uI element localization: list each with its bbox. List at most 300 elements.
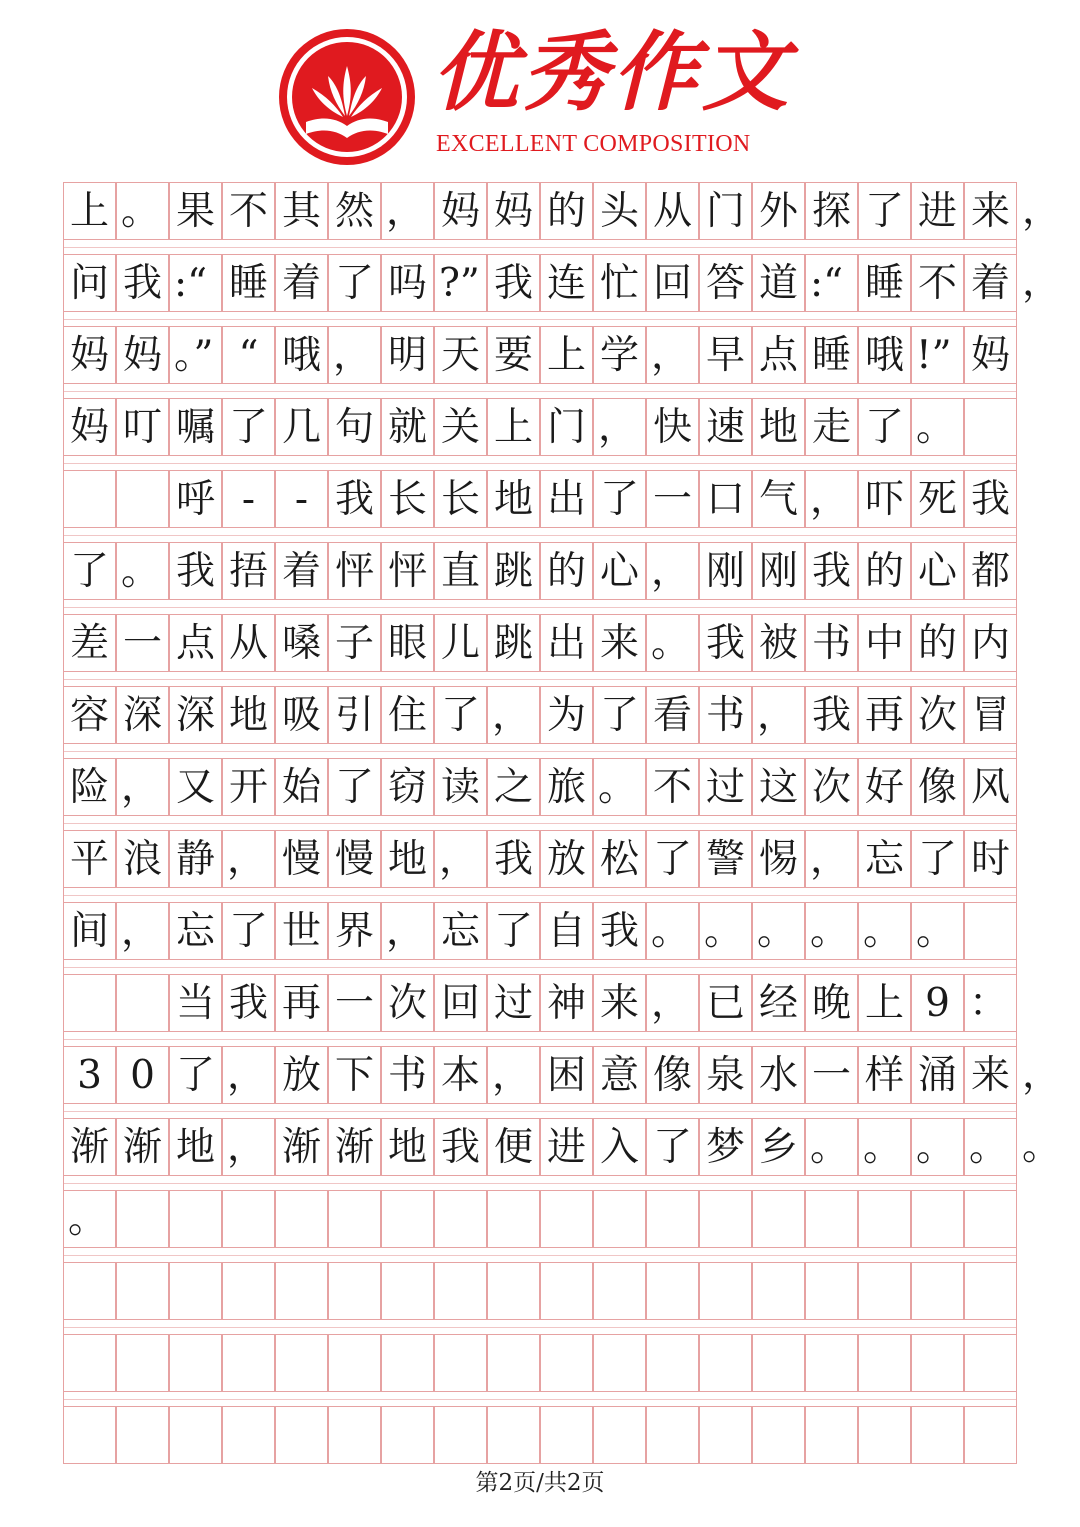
grid-cell: 妈: [63, 398, 116, 456]
grid-cell: 呼: [169, 470, 222, 528]
grid-cell: [116, 1406, 169, 1464]
grid-row: [63, 1262, 1017, 1320]
grid-cell: [964, 1190, 1017, 1248]
grid-cell: ，: [328, 326, 381, 384]
grid-cell: [116, 1334, 169, 1392]
grid-cell: [646, 1190, 699, 1248]
grid-row: [63, 398, 1017, 456]
grid-cell: [858, 1406, 911, 1464]
row-spacer: [63, 1176, 1017, 1190]
grid-cell: ，: [593, 398, 646, 456]
grid-cell: 样: [858, 1046, 911, 1104]
grid-cell: 地: [381, 830, 434, 888]
grid-cell: [752, 1406, 805, 1464]
grid-cell: 问: [63, 254, 116, 312]
grid-cell: [487, 1406, 540, 1464]
grid-cell: 了: [328, 254, 381, 312]
grid-row: [63, 326, 1017, 384]
grid-cell: ，: [381, 182, 434, 240]
grid-cell: 其: [275, 182, 328, 240]
grid-cell: 我: [699, 614, 752, 672]
grid-row: [63, 974, 1017, 1032]
grid-cell: ，: [222, 1046, 275, 1104]
grid-cell: 住: [381, 686, 434, 744]
grid-cell: [964, 1262, 1017, 1320]
row-spacer: [63, 672, 1017, 686]
grid-cell: 容: [63, 686, 116, 744]
grid-cell: 风: [964, 758, 1017, 816]
grid-cell: 嗓: [275, 614, 328, 672]
grid-cell: 忘: [858, 830, 911, 888]
grid-cell: [805, 1262, 858, 1320]
row-spacer: [63, 528, 1017, 542]
grid-cell: [434, 1406, 487, 1464]
grid-cell: [699, 1334, 752, 1392]
grid-cell: [63, 1262, 116, 1320]
grid-cell: 我: [116, 254, 169, 312]
grid-cell: 不: [911, 254, 964, 312]
grid-cell: 。: [593, 758, 646, 816]
grid-cell: 险: [63, 758, 116, 816]
grid-cell: 睡: [222, 254, 275, 312]
grid-cell: 连: [540, 254, 593, 312]
grid-cell: [646, 1334, 699, 1392]
grid-cell: [858, 1262, 911, 1320]
grid-cell: 了: [487, 902, 540, 960]
grid-cell: 开: [222, 758, 275, 816]
grid-cell: 进: [911, 182, 964, 240]
grid-cell: :“: [169, 254, 222, 312]
grid-cell: :“: [805, 254, 858, 312]
grid-cell: [381, 1262, 434, 1320]
grid-cell: 好: [858, 758, 911, 816]
grid-cell: 了: [222, 902, 275, 960]
grid-cell: 着: [275, 254, 328, 312]
grid-cell: 刚: [699, 542, 752, 600]
grid-cell: 了: [593, 470, 646, 528]
grid-cell: 忘: [169, 902, 222, 960]
brand-subtitle: EXCELLENT COMPOSITION: [436, 131, 751, 157]
grid-cell: 时: [964, 830, 1017, 888]
grid-cell: 妈: [964, 326, 1017, 384]
grid-cell: 次: [911, 686, 964, 744]
grid-cell: 慢: [328, 830, 381, 888]
grid-cell: [805, 1190, 858, 1248]
grid-cell: 我: [593, 902, 646, 960]
grid-cell: [911, 1190, 964, 1248]
grid-cell: 平: [63, 830, 116, 888]
grid-cell: [752, 1334, 805, 1392]
grid-cell: 像: [646, 1046, 699, 1104]
grid-cell: 渐: [63, 1118, 116, 1176]
grid-cell: -: [275, 470, 328, 528]
grid-cell: 速: [699, 398, 752, 456]
grid-cell: 的: [858, 542, 911, 600]
grid-cell: 着: [964, 254, 1017, 312]
row-spacer: [63, 1392, 1017, 1406]
grid-cell: “: [222, 326, 275, 384]
grid-cell: [911, 1406, 964, 1464]
grid-cell: 地: [222, 686, 275, 744]
grid-cell: 世: [275, 902, 328, 960]
grid-cell: 气: [752, 470, 805, 528]
grid-cell: 来: [964, 182, 1017, 240]
grid-cell: 答: [699, 254, 752, 312]
grid-cell: [699, 1406, 752, 1464]
grid-cell: 当: [169, 974, 222, 1032]
grid-cell: 又: [169, 758, 222, 816]
grid-cell: [381, 1406, 434, 1464]
grid-cell: 一: [328, 974, 381, 1032]
grid-cell: 。: [699, 902, 752, 960]
grid-cell: 忙: [593, 254, 646, 312]
row-spacer: [63, 744, 1017, 758]
grid-cell: 睡: [805, 326, 858, 384]
grid-cell: 放: [540, 830, 593, 888]
grid-cell: [275, 1262, 328, 1320]
grid-cell: 地: [169, 1118, 222, 1176]
grid-cell: 长: [381, 470, 434, 528]
grid-cell: 次: [381, 974, 434, 1032]
grid-cell: 怦: [328, 542, 381, 600]
grid-cell: 读: [434, 758, 487, 816]
grid-cell: 我: [169, 542, 222, 600]
grid-cell: 书: [699, 686, 752, 744]
row-spacer: [63, 888, 1017, 902]
grid-cell: 神: [540, 974, 593, 1032]
grid-cell: [116, 1262, 169, 1320]
grid-cell: 果: [169, 182, 222, 240]
grid-row: [63, 182, 1017, 240]
grid-cell: 死: [911, 470, 964, 528]
grid-cell: 一: [805, 1046, 858, 1104]
grid-cell: 自: [540, 902, 593, 960]
brand-title: 优秀作文: [432, 22, 792, 123]
grid-cell: 门: [540, 398, 593, 456]
row-spacer: [63, 1032, 1017, 1046]
grid-cell: 泉: [699, 1046, 752, 1104]
grid-cell: [275, 1190, 328, 1248]
grid-cell: [222, 1334, 275, 1392]
grid-cell: 书: [381, 1046, 434, 1104]
grid-cell: 本: [434, 1046, 487, 1104]
grid-cell: 。: [805, 902, 858, 960]
grid-cell: 。: [858, 1118, 911, 1176]
grid-cell: 0: [116, 1046, 169, 1104]
grid-cell: [381, 1190, 434, 1248]
grid-cell: 直: [434, 542, 487, 600]
grid-cell: 慢: [275, 830, 328, 888]
grid-cell: 过: [699, 758, 752, 816]
grid-row: [63, 254, 1017, 312]
grid-cell: 关: [434, 398, 487, 456]
grid-cell: 我: [805, 686, 858, 744]
grid-cell: 已: [699, 974, 752, 1032]
grid-cell: [699, 1262, 752, 1320]
grid-cell: 眼: [381, 614, 434, 672]
grid-cell: 从: [646, 182, 699, 240]
grid-cell: 来: [593, 974, 646, 1032]
grid-cell: [540, 1262, 593, 1320]
grid-cell: [646, 1406, 699, 1464]
grid-cell: 跳: [487, 542, 540, 600]
grid-cell: [116, 470, 169, 528]
grid-cell: [805, 1334, 858, 1392]
grid-cell: [63, 1334, 116, 1392]
grid-cell: 了: [911, 830, 964, 888]
grid-cell: 道: [752, 254, 805, 312]
grid-cell: 跳: [487, 614, 540, 672]
grid-cell: 水: [752, 1046, 805, 1104]
grid-cell: 涌: [911, 1046, 964, 1104]
grid-cell: 乡: [752, 1118, 805, 1176]
grid-cell: 为: [540, 686, 593, 744]
grid-cell: 天: [434, 326, 487, 384]
grid-cell: [169, 1262, 222, 1320]
grid-cell: 然: [328, 182, 381, 240]
grid-cell: 吸: [275, 686, 328, 744]
grid-row: [63, 1406, 1017, 1464]
grid-cell: 心: [911, 542, 964, 600]
grid-cell: [752, 1262, 805, 1320]
grid-cell: 哦: [275, 326, 328, 384]
grid-cell: 的: [911, 614, 964, 672]
grid-cell: 。: [116, 542, 169, 600]
grid-cell: ?”: [434, 254, 487, 312]
grid-cell: 。: [752, 902, 805, 960]
grid-cell: 上: [63, 182, 116, 240]
page-number: 第2页/共2页: [475, 1470, 605, 1496]
grid-cell: 点: [169, 614, 222, 672]
grid-cell: 。: [858, 902, 911, 960]
grid-cell: 渐: [275, 1118, 328, 1176]
grid-cell: [964, 398, 1017, 456]
grid-cell: 进: [540, 1118, 593, 1176]
grid-cell: ：: [964, 974, 1017, 1032]
grid-cell: [275, 1334, 328, 1392]
grid-cell: 渐: [116, 1118, 169, 1176]
grid-cell: 3: [63, 1046, 116, 1104]
grid-cell: [434, 1190, 487, 1248]
grid-cell: 。: [805, 1118, 858, 1176]
grid-cell: ，: [752, 686, 805, 744]
grid-cell: 明: [381, 326, 434, 384]
grid-cell: 了: [646, 830, 699, 888]
grid-row: [63, 686, 1017, 744]
grid-cell: ，: [646, 542, 699, 600]
grid-cell: [169, 1406, 222, 1464]
row-spacer: [63, 816, 1017, 830]
grid-cell: ，: [487, 686, 540, 744]
grid-cell: 我: [487, 830, 540, 888]
grid-cell: 上: [540, 326, 593, 384]
grid-cell: 差: [63, 614, 116, 672]
grid-cell: [593, 1406, 646, 1464]
grid-cell: 几: [275, 398, 328, 456]
grid-cell: 松: [593, 830, 646, 888]
grid-cell: 。: [911, 902, 964, 960]
grid-cell: [63, 1406, 116, 1464]
grid-cell: [911, 1334, 964, 1392]
grid-cell: [487, 1262, 540, 1320]
grid-cell: 了: [593, 686, 646, 744]
grid-cell: 被: [752, 614, 805, 672]
grid-cell: [540, 1190, 593, 1248]
grid-cell: 。”: [169, 326, 222, 384]
margin-punctuation: ，: [1022, 260, 1062, 305]
grid-cell: 梦: [699, 1118, 752, 1176]
grid-cell: 的: [540, 542, 593, 600]
grid-cell: 的: [540, 182, 593, 240]
grid-cell: 忘: [434, 902, 487, 960]
grid-cell: 要: [487, 326, 540, 384]
grid-cell: 。: [911, 398, 964, 456]
grid-cell: 我: [487, 254, 540, 312]
row-spacer: [63, 312, 1017, 326]
grid-cell: [593, 1334, 646, 1392]
grid-cell: ，: [805, 470, 858, 528]
grid-cell: 一: [116, 614, 169, 672]
row-spacer: [63, 1320, 1017, 1334]
grid-cell: [699, 1190, 752, 1248]
row-spacer: [63, 384, 1017, 398]
grid-cell: 不: [222, 182, 275, 240]
grid-cell: 了: [328, 758, 381, 816]
grid-cell: 妈: [434, 182, 487, 240]
grid-cell: 便: [487, 1118, 540, 1176]
grid-cell: 我: [805, 542, 858, 600]
grid-cell: 一: [646, 470, 699, 528]
grid-cell: [169, 1334, 222, 1392]
grid-cell: 。: [63, 1190, 116, 1248]
grid-cell: 上: [487, 398, 540, 456]
grid-cell: ，: [805, 830, 858, 888]
grid-cell: 渐: [328, 1118, 381, 1176]
grid-cell: 静: [169, 830, 222, 888]
grid-cell: 吓: [858, 470, 911, 528]
grid-cell: [858, 1334, 911, 1392]
grid-cell: 吗: [381, 254, 434, 312]
grid-cell: 哦: [858, 326, 911, 384]
grid-cell: 书: [805, 614, 858, 672]
grid-cell: 怦: [381, 542, 434, 600]
grid-cell: 回: [646, 254, 699, 312]
grid-cell: 刚: [752, 542, 805, 600]
grid-cell: 早: [699, 326, 752, 384]
grid-row: [63, 542, 1017, 600]
grid-row: [63, 830, 1017, 888]
grid-cell: 9: [911, 974, 964, 1032]
grid-cell: 了: [169, 1046, 222, 1104]
grid-cell: 了: [858, 398, 911, 456]
grid-cell: 。: [116, 182, 169, 240]
row-spacer: [63, 600, 1017, 614]
grid-cell: [593, 1262, 646, 1320]
grid-cell: 我: [434, 1118, 487, 1176]
grid-cell: 深: [169, 686, 222, 744]
grid-cell: 次: [805, 758, 858, 816]
grid-cell: ，: [222, 830, 275, 888]
row-spacer: [63, 1104, 1017, 1118]
grid-cell: 我: [328, 470, 381, 528]
grid-cell: 上: [858, 974, 911, 1032]
grid-cell: [540, 1406, 593, 1464]
grid-cell: 地: [487, 470, 540, 528]
grid-cell: ，: [434, 830, 487, 888]
margin-punctuation: ，: [1022, 1052, 1062, 1097]
grid-cell: 。: [964, 1118, 1017, 1176]
grid-cell: ，: [646, 974, 699, 1032]
grid-cell: 头: [593, 182, 646, 240]
grid-cell: ，: [646, 326, 699, 384]
grid-cell: 快: [646, 398, 699, 456]
grid-cell: [169, 1190, 222, 1248]
grid-row: [63, 1190, 1017, 1248]
grid-cell: 了: [63, 542, 116, 600]
grid-cell: 儿: [434, 614, 487, 672]
row-spacer: [63, 960, 1017, 974]
grid-cell: 窃: [381, 758, 434, 816]
grid-cell: [434, 1262, 487, 1320]
grid-cell: 这: [752, 758, 805, 816]
grid-cell: 着: [275, 542, 328, 600]
grid-cell: [328, 1334, 381, 1392]
margin-punctuation: ，: [1022, 188, 1062, 233]
grid-cell: [63, 470, 116, 528]
margin-punctuation: 。: [1022, 1124, 1062, 1169]
grid-cell: 旅: [540, 758, 593, 816]
grid-cell: 就: [381, 398, 434, 456]
grid-cell: 深: [116, 686, 169, 744]
grid-cell: [328, 1262, 381, 1320]
grid-cell: 。: [646, 902, 699, 960]
grid-cell: 回: [434, 974, 487, 1032]
grid-cell: [964, 1406, 1017, 1464]
grid-cell: [275, 1406, 328, 1464]
grid-cell: 不: [646, 758, 699, 816]
grid-cell: 来: [964, 1046, 1017, 1104]
grid-cell: [911, 1262, 964, 1320]
grid-cell: [222, 1406, 275, 1464]
grid-cell: 了: [858, 182, 911, 240]
grid-cell: ，: [222, 1118, 275, 1176]
grid-cell: [328, 1406, 381, 1464]
grid-cell: [593, 1190, 646, 1248]
grid-cell: [63, 974, 116, 1032]
grid-cell: 下: [328, 1046, 381, 1104]
grid-cell: [540, 1334, 593, 1392]
grid-cell: [964, 902, 1017, 960]
grid-cell: 妈: [63, 326, 116, 384]
grid-cell: !”: [911, 326, 964, 384]
grid-row: [63, 902, 1017, 960]
grid-cell: -: [222, 470, 275, 528]
grid-cell: 放: [275, 1046, 328, 1104]
grid-cell: [858, 1190, 911, 1248]
grid-cell: 长: [434, 470, 487, 528]
grid-row: [63, 614, 1017, 672]
grid-row: [63, 1334, 1017, 1392]
grid-cell: ，: [116, 758, 169, 816]
grid-cell: 从: [222, 614, 275, 672]
grid-cell: 句: [328, 398, 381, 456]
grid-cell: 。: [911, 1118, 964, 1176]
grid-cell: 叮: [116, 398, 169, 456]
grid-cell: 走: [805, 398, 858, 456]
grid-cell: [964, 1334, 1017, 1392]
grid-cell: 妈: [487, 182, 540, 240]
grid-cell: [752, 1190, 805, 1248]
